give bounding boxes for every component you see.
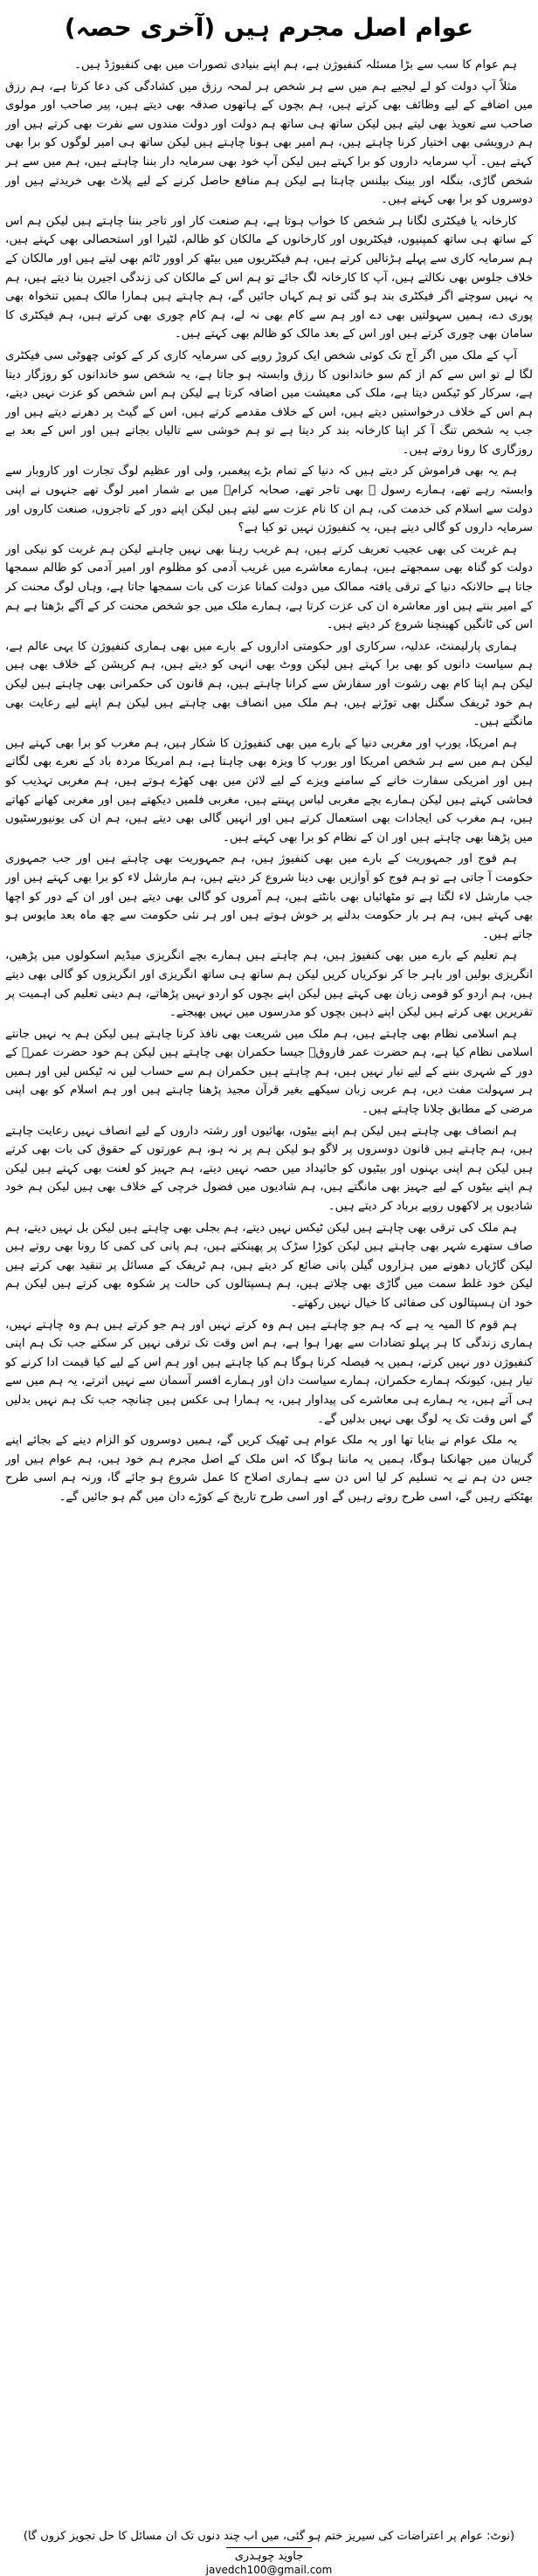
article-paragraph: ہم یہ بھی فراموش کر دیتے ہیں کہ دنیا کے تمام بڑے پیغمبر، ولی اور عظیم لوگ تجارت اور کاروبار سے وابستہ رہے تھے، ہمارے رسول ﷺ بھی تاجر تھے، صحابہ کرامؓ میں بے شمار امیر لوگ تھے جنہوں نے اپنی دولت سے اسلام کی خدمت کی، ہم ان کا نام عزت سے لیتے ہیں لیکن اپنے دور کے تاجروں، صنعت کاروں اور سرمایہ داروں کو گالی دیتے ہیں، یہ کنفیوژن نہیں تو کیا ہے؟ <box>5 465 533 535</box>
article-paragraph: ہم تعلیم کے بارے میں بھی کنفیوژ ہیں، ہم چاہتے ہیں ہمارے بچے انگریزی میڈیم اسکولوں میں پڑھیں، انگریزی بولیں اور باہر جا کر نوکریاں کریں لیکن ہم ساتھ ہی ساتھ انگریزی اور انگریزوں کو گالی بھی دیتے ہیں، ہم اردو کو قومی زبان بھی کہتے ہیں لیکن اپنے بچوں کو اردو نہیں پڑھاتے، ہم دینی تعلیم کی اہمیت پر تقریریں بھی کرتے ہیں لیکن اپنے ذہین بچوں کو مدرسوں میں نہیں بھیجتے۔ <box>5 949 533 1020</box>
article-note: (نوٹ: عوام پر اعتراضات کی سیریز ختم ہو گئی، میں اب چند دنوں تک ان مسائل کا حل تجویز کروں گا) <box>23 2530 515 2543</box>
article-title: عوام اصل مجرم ہیں (آخری حصہ) <box>64 13 474 42</box>
article-paragraph: ہم قوم کا المیہ یہ ہے کہ ہم جو چاہتے ہیں ہم وہ کرتے نہیں اور ہم جو کرتے ہیں ہم وہ چاہتے نہیں، ہماری زندگی کا ہر پہلو تضادات سے بھرا ہوا ہے، ہم اس وقت تک ترقی نہیں کر سکتے جب تک ہم اپنی کنفیوژن دور نہیں کرتے، ہمیں یہ فیصلہ کرنا ہوگا ہم کیا چاہتے ہیں اور ہم اس کے لیے کیا قیمت ادا کرنے کو تیار ہیں، کیونکہ ہمارے حکمران، ہمارے سیاست دان اور ہمارے افسر آسمان سے نہیں اترتے، یہ ہم میں سے ہی آتے ہیں، یہ ہمارے ہی معاشرے کی پیداوار ہیں، یہ ہمارا ہی عکس ہیں چنانچہ جب تک ہم نہیں بدلیں گے اس وقت تک یہ لوگ بھی نہیں بدلیں گے۔ <box>5 1318 533 1426</box>
article-body <box>5 56 533 2527</box>
article-paragraph: یہ ملک عوام نے بنایا تھا اور یہ ملک عوام ہی ٹھیک کریں گے، ہمیں دوسروں کو الزام دینے کے بجائے اپنے گریبان میں جھانکنا ہوگا، ہمیں یہ ماننا ہوگا کہ اس ملک کے اصل مجرم ہم خود ہیں، ہم عوام ہیں اور جس دن ہم نے یہ تسلیم کر لیا اس دن سے ہماری اصلاح کا عمل شروع ہو جائے گا، ورنہ ہم اسی طرح بھٹکتے رہیں گے، اسی طرح روتے رہیں گے اور اسی طرح تاریخ کے کوڑے دان میں گم ہو جائیں گے۔ <box>5 1434 533 1504</box>
article-paragraph: مثلاً آپ دولت کو لے لیجیے ہم میں سے ہر شخص ہر لمحہ رزق میں کشادگی کی دعا کرتا ہے، ہم رزق میں اضافے کے لیے وظائف بھی کرتے ہیں، ہم بچوں کے ہاتھوں صدقہ بھی دیتے ہیں، پیر صاحب اور مولوی صاحب سے تعویذ بھی لیتے ہیں لیکن ساتھ ہی ساتھ ہم دولت اور دولت مندوں سے نفرت بھی کرتے ہیں اور ہم درویشی بھی اختیار کرنا چاہتے ہیں، ہم امیر بھی ہونا چاہتے ہیں لیکن ساتھ ہی امیر لوگوں کو برا بھی کہتے ہیں۔ آپ سرمایہ داروں کو برا کہتے ہیں لیکن آپ خود بھی سرمایہ دار بننا چاہتے ہیں، ہم میں سے ہر شخص گاڑی، بنگلہ اور بینک بیلنس چاہتا ہے لیکن ہم منافع حاصل کرنے کے لیے پلاٹ بھی خریدتے ہیں اور دوسروں کو برا بھی کہتے ہیں۔ <box>5 79 533 207</box>
article-paragraph: ہم انصاف بھی چاہتے ہیں لیکن ہم اپنے بیٹوں، بھائیوں اور رشتہ داروں کے لیے انصاف نہیں رعایت چاہتے ہیں، ہم چاہتے ہیں قانون دوسروں پر لاگو ہو لیکن ہم پر نہ ہو، ہم عورتوں کے حقوق کی بات بھی کرتے ہیں لیکن ہم اپنی بہنوں اور بیٹیوں کو جائیداد میں حصہ نہیں دیتے، ہم جہیز کو لعنت بھی کہتے ہیں لیکن ہم اپنے بیٹوں کے لیے جہیز بھی مانگتے ہیں، ہم شادیوں میں فضول خرچی کے خلاف بھی ہیں لیکن ہم خود شادیوں پر لاکھوں روپے برباد کر دیتے ہیں۔ <box>5 1124 533 1214</box>
article-paragraph: کارخانہ یا فیکٹری لگانا ہر شخص کا خواب ہوتا ہے، ہم صنعت کار اور تاجر بننا چاہتے ہیں لیکن ہم اس کے ساتھ ہی ساتھ کمپنیوں، فیکٹریوں اور کارخانوں کے مالکان کو ظالم، لٹیرا اور استحصالی بھی کہتے ہیں، ہم سرمایہ کاری سے پہلے ہڑتالیں کرتے ہیں، ہم فیکٹریوں میں بیٹھ کر اوور ٹائم بھی لیتے ہیں اور مالکان کے خلاف جلوس بھی نکالتے ہیں، آپ کا کارخانہ لگ جائے تو ہم اس کے مالکان کی زندگی اجیرن بنا دیتے ہیں، ہم یہ نہیں سوچتے اگر فیکٹری بند ہو گئی تو ہم کہاں جائیں گے، ہم چاہتے ہیں ہمارا مالک ہمیں تنخواہ بھی پوری دے، ہمیں سہولتیں بھی دے اور ہم سے کام بھی نہ لے، ہم کام چوری بھی کرتے ہیں، ہم فیکٹری کا سامان بھی چوری کرتے ہیں اور اس کے بعد مالک کو ظالم بھی کہتے ہیں۔ <box>5 214 533 341</box>
article-paragraph: ہماری پارلیمنٹ، عدلیہ، سرکاری اور حکومتی اداروں کے بارے میں بھی ہماری کنفیوژن کا یہی عالم ہے، ہم سیاست دانوں کو بھی برا کہتے ہیں لیکن ووٹ بھی انہی کو دیتے ہیں، ہم کرپشن کے خلاف بھی ہیں لیکن ہم اپنا کام بھی رشوت اور سفارش سے کرانا چاہتے ہیں، ہم قانون کی حکمرانی بھی چاہتے ہیں لیکن ہم خود ٹریفک سگنل بھی توڑتے ہیں، ہم ملک میں انصاف بھی چاہتے ہیں لیکن ہم اپنے لیے رعایت بھی مانگتے ہیں۔ <box>5 639 533 729</box>
article-paragraph: ہم غربت کی بھی عجیب تعریف کرتے ہیں، ہم غریب رہنا بھی نہیں چاہتے لیکن ہم غربت کو نیکی اور دولت کو گناہ بھی سمجھتے ہیں، ہمارے معاشرے میں غریب آدمی کو مظلوم اور امیر آدمی کو ظالم سمجھا جاتا ہے حالانکہ دنیا کے ترقی یافتہ ممالک میں دولت کمانا عزت کی بات سمجھا جاتا ہے، وہاں لوگ محنت کر کے امیر بنتے ہیں اور معاشرہ ان کی عزت کرتا ہے، ہمارے ملک میں جو شخص محنت کر کے آگے بڑھتا ہے ہم اس کی ٹانگیں کھینچنا شروع کر دیتے ہیں۔ <box>5 542 533 632</box>
author-name: جاوید چوہدری <box>226 2547 313 2564</box>
article-paragraph: ہم عوام کا سب سے بڑا مسئلہ کنفیوژن ہے، ہم اپنے بنیادی تصورات میں بھی کنفیوژڈ ہیں۔ <box>74 59 517 72</box>
article-paragraph: ہم اسلامی نظام بھی چاہتے ہیں، ہم ملک میں شریعت بھی نافذ کرنا چاہتے ہیں لیکن ہم یہ نہیں جانتے اسلامی نظام کیا ہے، ہم حضرت عمر فاروقؓ جیسا حکمران بھی چاہتے ہیں لیکن ہم خود حضرت عمرؓ کے دور کے شہری بننے کے لیے تیار نہیں ہیں، ہم چاہتے ہیں حکمران ہم سے حساب لیں نہ ٹیکس لیں اور ہمیں ہر سہولت مفت دیں، ہم عربی زبان سیکھے بغیر قرآن مجید پڑھنا چاہتے ہیں اور ہم اسلام کو بھی اپنی مرضی کے مطابق چلانا چاہتے ہیں۔ <box>5 1027 533 1117</box>
article-paragraph: ہم ملک کی ترقی بھی چاہتے ہیں لیکن ٹیکس نہیں دیتے، ہم بجلی بھی چاہتے ہیں لیکن بل نہیں دیتے، ہم صاف ستھرے شہر بھی چاہتے ہیں لیکن کوڑا سڑک پر پھینکتے ہیں، ہم پانی کی کمی کا رونا بھی روتے ہیں لیکن گاڑیاں دھونے میں ہزاروں گیلن پانی ضائع کر دیتے ہیں، ہم ٹریفک کے مسائل پر تنقید بھی کرتے ہیں لیکن خود غلط سمت میں گاڑی بھی چلاتے ہیں، ہم ہسپتالوں کی حالت پر شکوہ بھی کرتے ہیں لیکن ہم خود ان ہسپتالوں کی صفائی کا خیال نہیں رکھتے۔ <box>5 1221 533 1310</box>
article-paragraph: ہم فوج اور جمہوریت کے بارے میں بھی کنفیوژ ہیں، ہم جمہوریت بھی چاہتے ہیں اور جب جمہوری حکومت آ جاتی ہے تو ہم فوج کو آوازیں بھی دینا شروع کر دیتے ہیں، ہم مارشل لاء کو برا بھی کہتے ہیں اور جب مارشل لاء لگتا ہے تو مٹھائیاں بھی بانٹتے ہیں، ہم آمروں کو گالی بھی دیتے ہیں اور ان کے دور کو اچھا بھی کہتے ہیں، ہم ہر بار حکومت بدلنے پر خوش ہوتے ہیں اور ہر نئی حکومت سے چھ ماہ بعد مایوس ہو جاتے ہیں۔ <box>5 852 533 941</box>
article-paragraph: ہم امریکا، یورپ اور مغربی دنیا کے بارے میں بھی کنفیوژن کا شکار ہیں، ہم مغرب کو برا بھی کہتے ہیں لیکن ہم میں سے ہر شخص امریکا اور یورپ کا ویزہ بھی چاہتا ہے، ہم امریکا مردہ باد کے نعرے بھی لگاتے ہیں اور امریکی سفارت خانے کے سامنے ویزے کے لیے لائن میں بھی کھڑے ہوتے ہیں، ہم مغربی تہذیب کو فحاشی کہتے ہیں لیکن ہمارے بچے مغربی لباس پہنتے ہیں، مغربی فلمیں دیکھتے ہیں اور مغربی کھانے کھاتے ہیں، ہم مغرب کی ایجادات بھی استعمال کرتے ہیں اور انہیں گالی بھی دیتے ہیں، ہم ان کی یونیورسٹیوں میں پڑھنا بھی چاہتے ہیں اور ان کے نظام کو برا بھی کہتے ہیں۔ <box>5 736 533 844</box>
author-email: javedch100@gmail.com <box>205 2564 333 2576</box>
author-signature <box>5 2546 533 2576</box>
article-paragraph: آپ کے ملک میں اگر آج تک کوئی شخص ایک کروڑ روپے کی سرمایہ کاری کر کے کوئی چھوٹی سی فیکٹری لگا لے تو اس سے کم از کم سو خاندانوں کا رزق وابستہ ہو جاتا ہے، یہ شخص سو خاندانوں کو روزگار دیتا ہے، سرکار کو ٹیکس دیتا ہے، ملک کی معیشت میں اضافہ کرتا ہے لیکن ہم اس شخص کو عزت نہیں دیتے، ہم اس کے خلاف درخواستیں دیتے ہیں، اس کے خلاف مقدمے کرتے ہیں، اس کے گیٹ پر دھرنے دیتے ہیں اور جب یہ شخص تنگ آ کر اپنا کارخانہ بند کر دیتا ہے تو ہم خوشی سے تالیاں بجاتے ہیں اور اس کے بعد بے روزگاری کا رونا روتے ہیں۔ <box>5 348 533 457</box>
